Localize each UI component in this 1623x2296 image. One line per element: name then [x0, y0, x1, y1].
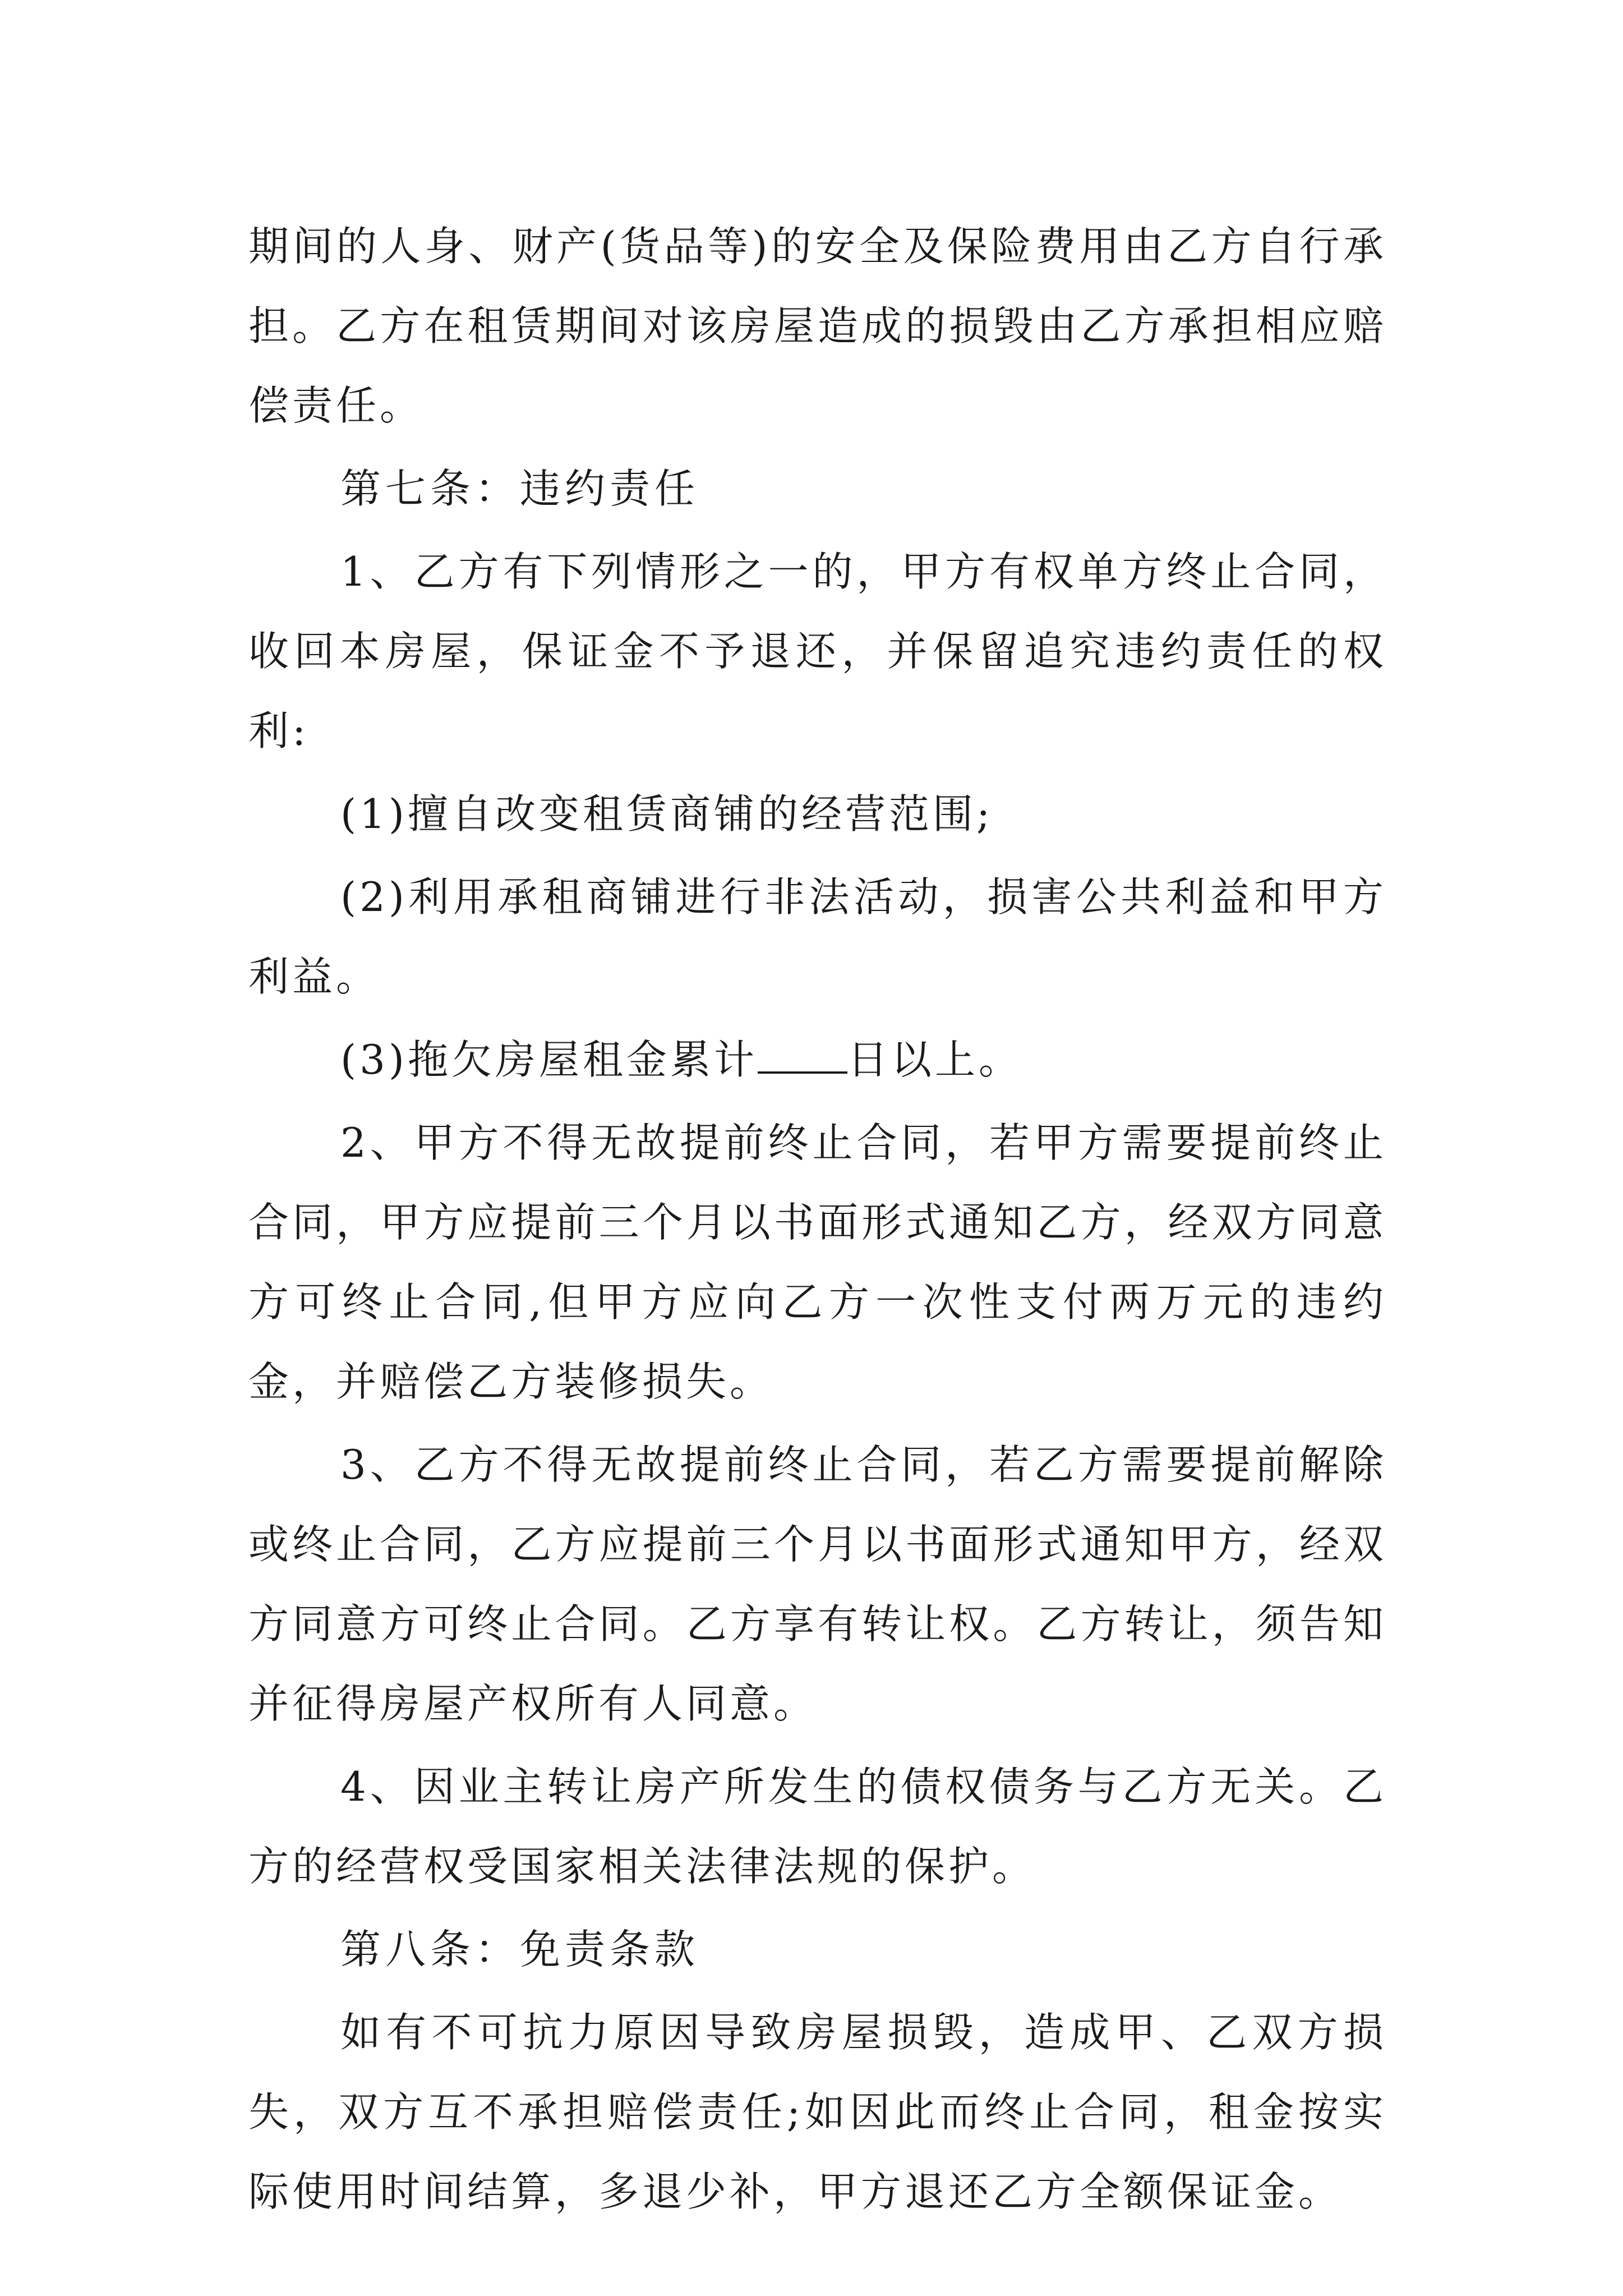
item-3-text-before-blank: (3)拖欠房屋租金累计 [340, 1036, 758, 1083]
paragraph-continuation: 期间的人身、财产(货品等)的安全及保险费用由乙方自行承担。乙方在租赁期间对该房屋造成的损毁由乙方承担相应赔偿责任。 [248, 223, 1387, 429]
section-heading-article-7: 第七条：违约责任 [340, 465, 700, 512]
paragraph-item-1: (1)擅自改变租赁商铺的经营范围; [340, 790, 994, 838]
paragraph-clause-3: 3、乙方不得无故提前终止合同，若乙方需要提前解除或终止合同，乙方应提前三个月以书面形式通知甲方，经双方同意方可终止合同。乙方享有转让权。乙方转让，须告知并征得房屋产权所有人同意。 [248, 1441, 1387, 1727]
paragraph-item-2: (2)利用承租商铺进行非法活动，损害公共利益和甲方利益。 [248, 873, 1387, 1000]
paragraph-clause-4: 4、因业主转让房产所发生的债权债务与乙方无关。乙方的经营权受国家相关法律法规的保护。 [248, 1763, 1387, 1890]
item-3-text-after-blank: 日以上。 [847, 1036, 1023, 1083]
paragraph-item-3 [248, 1020, 1387, 1099]
paragraph-clause-1: 1、乙方有下列情形之一的，甲方有权单方终止合同，收回本房屋，保证金不予退还，并保留追究违约责任的权利: [248, 548, 1387, 754]
document-body [248, 206, 1387, 2235]
paragraph-exemption: 如有不可抗力原因导致房屋损毁，造成甲、乙双方损失，双方互不承担赔偿责任;如因此而终止合同，租金按实际使用时间结算，多退少补，甲方退还乙方全额保证金。 [248, 2009, 1387, 2215]
fill-in-blank [758, 1038, 847, 1074]
paragraph-clause-2: 2、甲方不得无故提前终止合同，若甲方需要提前终止合同，甲方应提前三个月以书面形式通知乙方，经双方同意方可终止合同,但甲方应向乙方一次性支付两万元的违约金，并赔偿乙方装修损失。 [248, 1119, 1387, 1405]
section-heading-article-8: 第八条：免责条款 [340, 1926, 700, 1973]
